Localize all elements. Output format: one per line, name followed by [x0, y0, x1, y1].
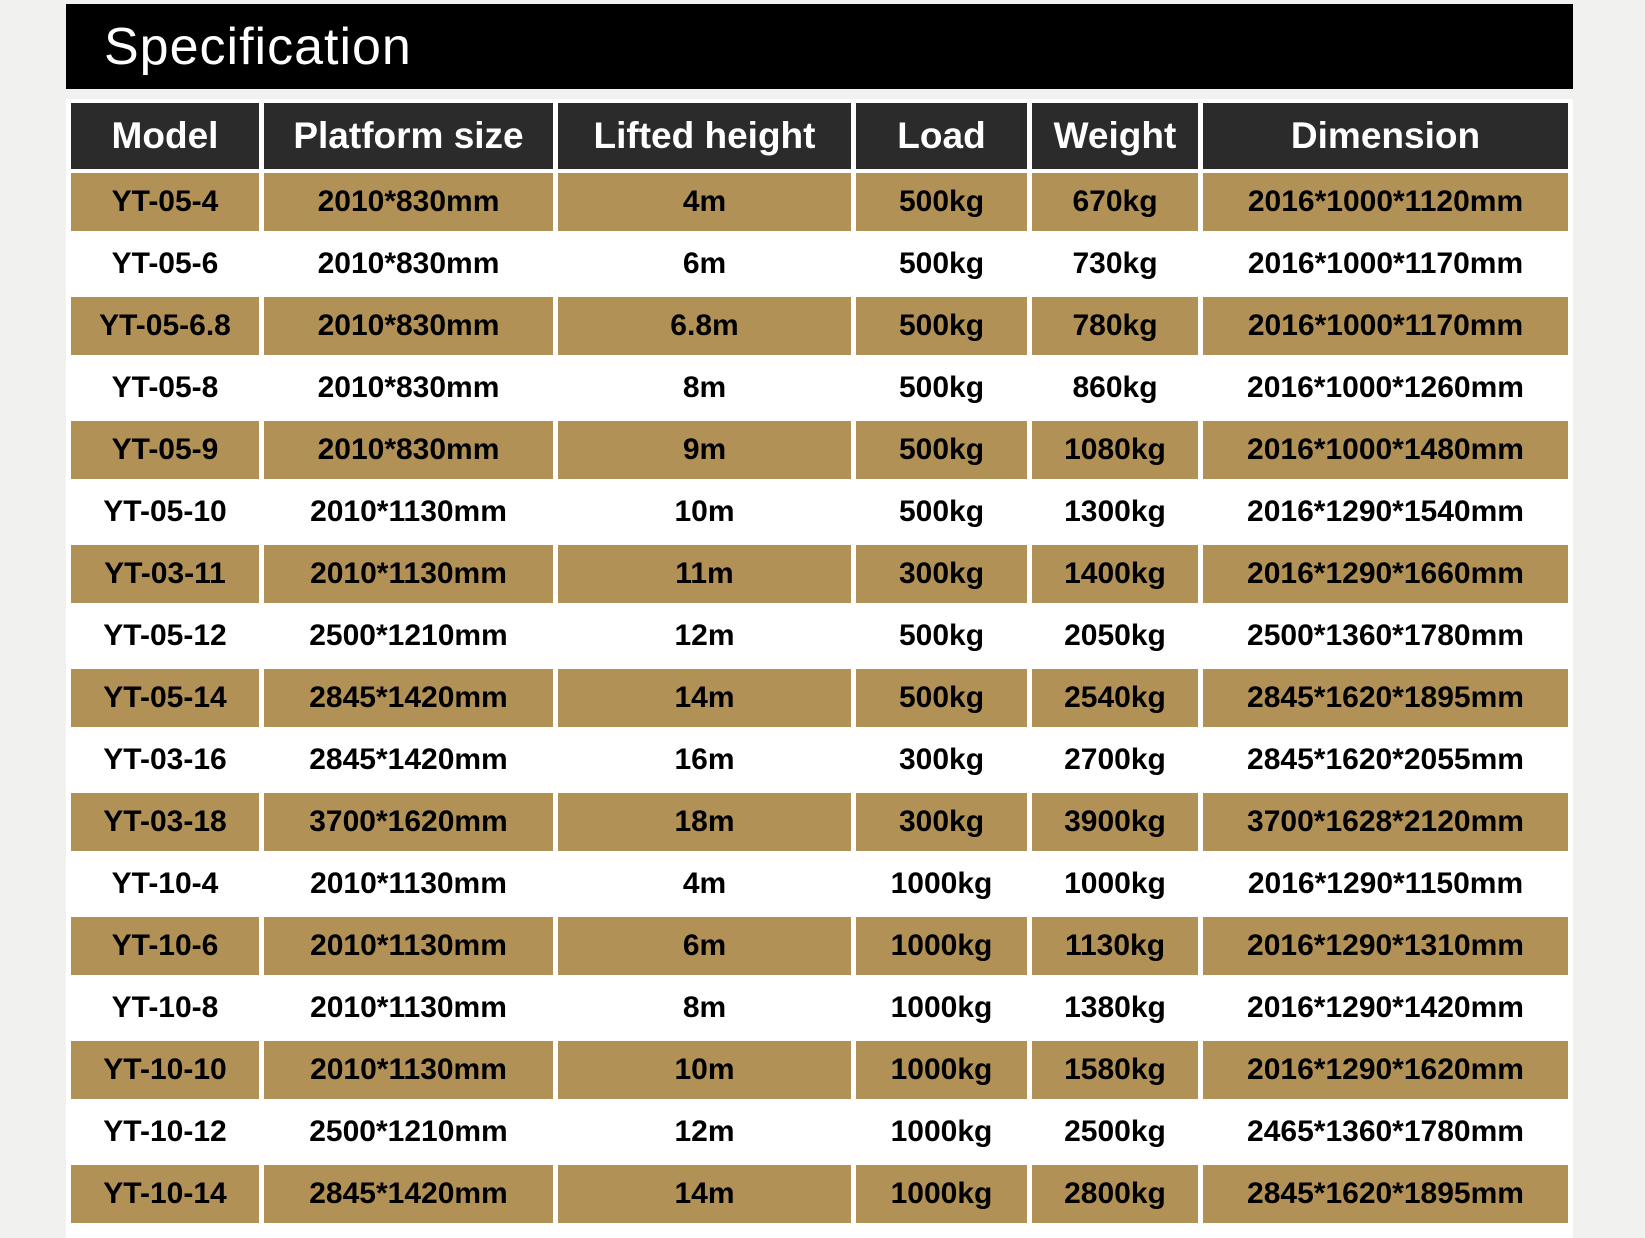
table-cell: 300kg — [856, 545, 1027, 603]
table-cell: 1000kg — [856, 1165, 1027, 1223]
title-banner — [66, 4, 1573, 89]
table-cell: 6m — [558, 917, 851, 975]
table-cell: 2016*1290*1310mm — [1203, 917, 1568, 975]
table-cell: 2016*1290*1150mm — [1203, 855, 1568, 913]
table-cell: 2465*1360*1780mm — [1203, 1103, 1568, 1161]
table-cell: 2800kg — [1032, 1165, 1198, 1223]
table-cell: 2010*830mm — [264, 297, 553, 355]
table-cell: 1300kg — [1032, 483, 1198, 541]
table-cell: 2010*1130mm — [264, 917, 553, 975]
table-row — [71, 421, 1568, 479]
table-cell: 4m — [558, 173, 851, 231]
table-cell: 2016*1000*1170mm — [1203, 297, 1568, 355]
table-cell: 4m — [558, 855, 851, 913]
table-cell: 1000kg — [856, 1041, 1027, 1099]
table-cell: 2010*1130mm — [264, 483, 553, 541]
table-cell: 500kg — [856, 483, 1027, 541]
table-cell: 9m — [558, 421, 851, 479]
table-row — [71, 855, 1568, 913]
model-cell: YT-10-4 — [71, 855, 259, 913]
table-cell: 8m — [558, 359, 851, 417]
table-row — [71, 1165, 1568, 1223]
table-cell: 2016*1290*1660mm — [1203, 545, 1568, 603]
table-cell: 1580kg — [1032, 1041, 1198, 1099]
table-cell: 300kg — [856, 793, 1027, 851]
table-cell: 2016*1290*1620mm — [1203, 1041, 1568, 1099]
model-cell: YT-03-11 — [71, 545, 259, 603]
table-row — [71, 669, 1568, 727]
table-row — [71, 173, 1568, 231]
table-row — [71, 793, 1568, 851]
spec-table-body — [71, 173, 1568, 1223]
table-cell: 3700*1620mm — [264, 793, 553, 851]
col-header-dimension: Dimension — [1203, 103, 1568, 169]
table-cell: 3900kg — [1032, 793, 1198, 851]
col-header-weight: Weight — [1032, 103, 1198, 169]
table-cell: 1080kg — [1032, 421, 1198, 479]
model-cell: YT-05-14 — [71, 669, 259, 727]
table-cell: 6.8m — [558, 297, 851, 355]
model-cell: YT-05-4 — [71, 173, 259, 231]
table-cell: 2500kg — [1032, 1103, 1198, 1161]
table-cell: 300kg — [856, 731, 1027, 789]
table-cell: 1000kg — [1032, 855, 1198, 913]
table-cell: 2700kg — [1032, 731, 1198, 789]
page-title: Specification — [104, 17, 412, 76]
table-cell: 12m — [558, 607, 851, 665]
model-cell: YT-05-9 — [71, 421, 259, 479]
table-cell: 2500*1360*1780mm — [1203, 607, 1568, 665]
table-cell: 3700*1628*2120mm — [1203, 793, 1568, 851]
table-row — [71, 235, 1568, 293]
table-cell: 2016*1000*1170mm — [1203, 235, 1568, 293]
table-cell: 2016*1290*1540mm — [1203, 483, 1568, 541]
table-cell: 14m — [558, 1165, 851, 1223]
table-cell: 1130kg — [1032, 917, 1198, 975]
table-cell: 2845*1620*1895mm — [1203, 669, 1568, 727]
col-header-load: Load — [856, 103, 1027, 169]
table-cell: 500kg — [856, 607, 1027, 665]
table-row — [71, 917, 1568, 975]
table-cell: 18m — [558, 793, 851, 851]
table-row — [71, 1103, 1568, 1161]
col-header-model: Model — [71, 103, 259, 169]
table-cell: 1000kg — [856, 1103, 1027, 1161]
table-cell: 500kg — [856, 297, 1027, 355]
table-cell: 2010*830mm — [264, 421, 553, 479]
table-cell: 2016*1000*1260mm — [1203, 359, 1568, 417]
table-cell: 860kg — [1032, 359, 1198, 417]
model-cell: YT-10-8 — [71, 979, 259, 1037]
table-cell: 6m — [558, 235, 851, 293]
table-cell: 1000kg — [856, 979, 1027, 1037]
table-row — [71, 731, 1568, 789]
table-cell: 2010*1130mm — [264, 1041, 553, 1099]
table-cell: 10m — [558, 483, 851, 541]
table-cell: 2010*830mm — [264, 235, 553, 293]
table-cell: 8m — [558, 979, 851, 1037]
header-row — [71, 103, 1568, 169]
table-cell: 2540kg — [1032, 669, 1198, 727]
table-row — [71, 297, 1568, 355]
table-cell: 2845*1620*2055mm — [1203, 731, 1568, 789]
table-row — [71, 979, 1568, 1037]
col-header-platform-size: Platform size — [264, 103, 553, 169]
model-cell: YT-10-14 — [71, 1165, 259, 1223]
table-cell: 2010*1130mm — [264, 855, 553, 913]
table-cell: 2845*1420mm — [264, 669, 553, 727]
model-cell: YT-05-10 — [71, 483, 259, 541]
model-cell: YT-05-12 — [71, 607, 259, 665]
model-cell: YT-10-10 — [71, 1041, 259, 1099]
model-cell: YT-05-8 — [71, 359, 259, 417]
table-cell: 2845*1420mm — [264, 1165, 553, 1223]
table-cell: 500kg — [856, 235, 1027, 293]
table-cell: 500kg — [856, 359, 1027, 417]
model-cell: YT-03-18 — [71, 793, 259, 851]
table-cell: 1000kg — [856, 917, 1027, 975]
table-row — [71, 359, 1568, 417]
table-cell: 12m — [558, 1103, 851, 1161]
table-cell: 2050kg — [1032, 607, 1198, 665]
spec-table-container — [66, 99, 1573, 1238]
table-cell: 500kg — [856, 421, 1027, 479]
table-cell: 2010*830mm — [264, 359, 553, 417]
table-row — [71, 483, 1568, 541]
table-cell: 2010*830mm — [264, 173, 553, 231]
table-cell: 2845*1620*1895mm — [1203, 1165, 1568, 1223]
table-cell: 780kg — [1032, 297, 1198, 355]
table-cell: 1400kg — [1032, 545, 1198, 603]
model-cell: YT-05-6.8 — [71, 297, 259, 355]
table-cell: 14m — [558, 669, 851, 727]
model-cell: YT-10-12 — [71, 1103, 259, 1161]
table-cell: 2010*1130mm — [264, 979, 553, 1037]
table-cell: 2500*1210mm — [264, 607, 553, 665]
table-cell: 1000kg — [856, 855, 1027, 913]
table-cell: 10m — [558, 1041, 851, 1099]
col-header-lifted-height: Lifted height — [558, 103, 851, 169]
model-cell: YT-03-16 — [71, 731, 259, 789]
table-row — [71, 1041, 1568, 1099]
table-cell: 2010*1130mm — [264, 545, 553, 603]
table-cell: 11m — [558, 545, 851, 603]
spec-table — [66, 99, 1573, 1227]
table-cell: 2500*1210mm — [264, 1103, 553, 1161]
model-cell: YT-10-6 — [71, 917, 259, 975]
table-cell: 500kg — [856, 669, 1027, 727]
table-cell: 730kg — [1032, 235, 1198, 293]
table-cell: 16m — [558, 731, 851, 789]
table-row — [71, 545, 1568, 603]
table-cell: 2016*1000*1120mm — [1203, 173, 1568, 231]
table-cell: 670kg — [1032, 173, 1198, 231]
model-cell: YT-05-6 — [71, 235, 259, 293]
table-cell: 2016*1000*1480mm — [1203, 421, 1568, 479]
table-cell: 500kg — [856, 173, 1027, 231]
table-cell: 1380kg — [1032, 979, 1198, 1037]
table-row — [71, 607, 1568, 665]
table-cell: 2845*1420mm — [264, 731, 553, 789]
table-cell: 2016*1290*1420mm — [1203, 979, 1568, 1037]
